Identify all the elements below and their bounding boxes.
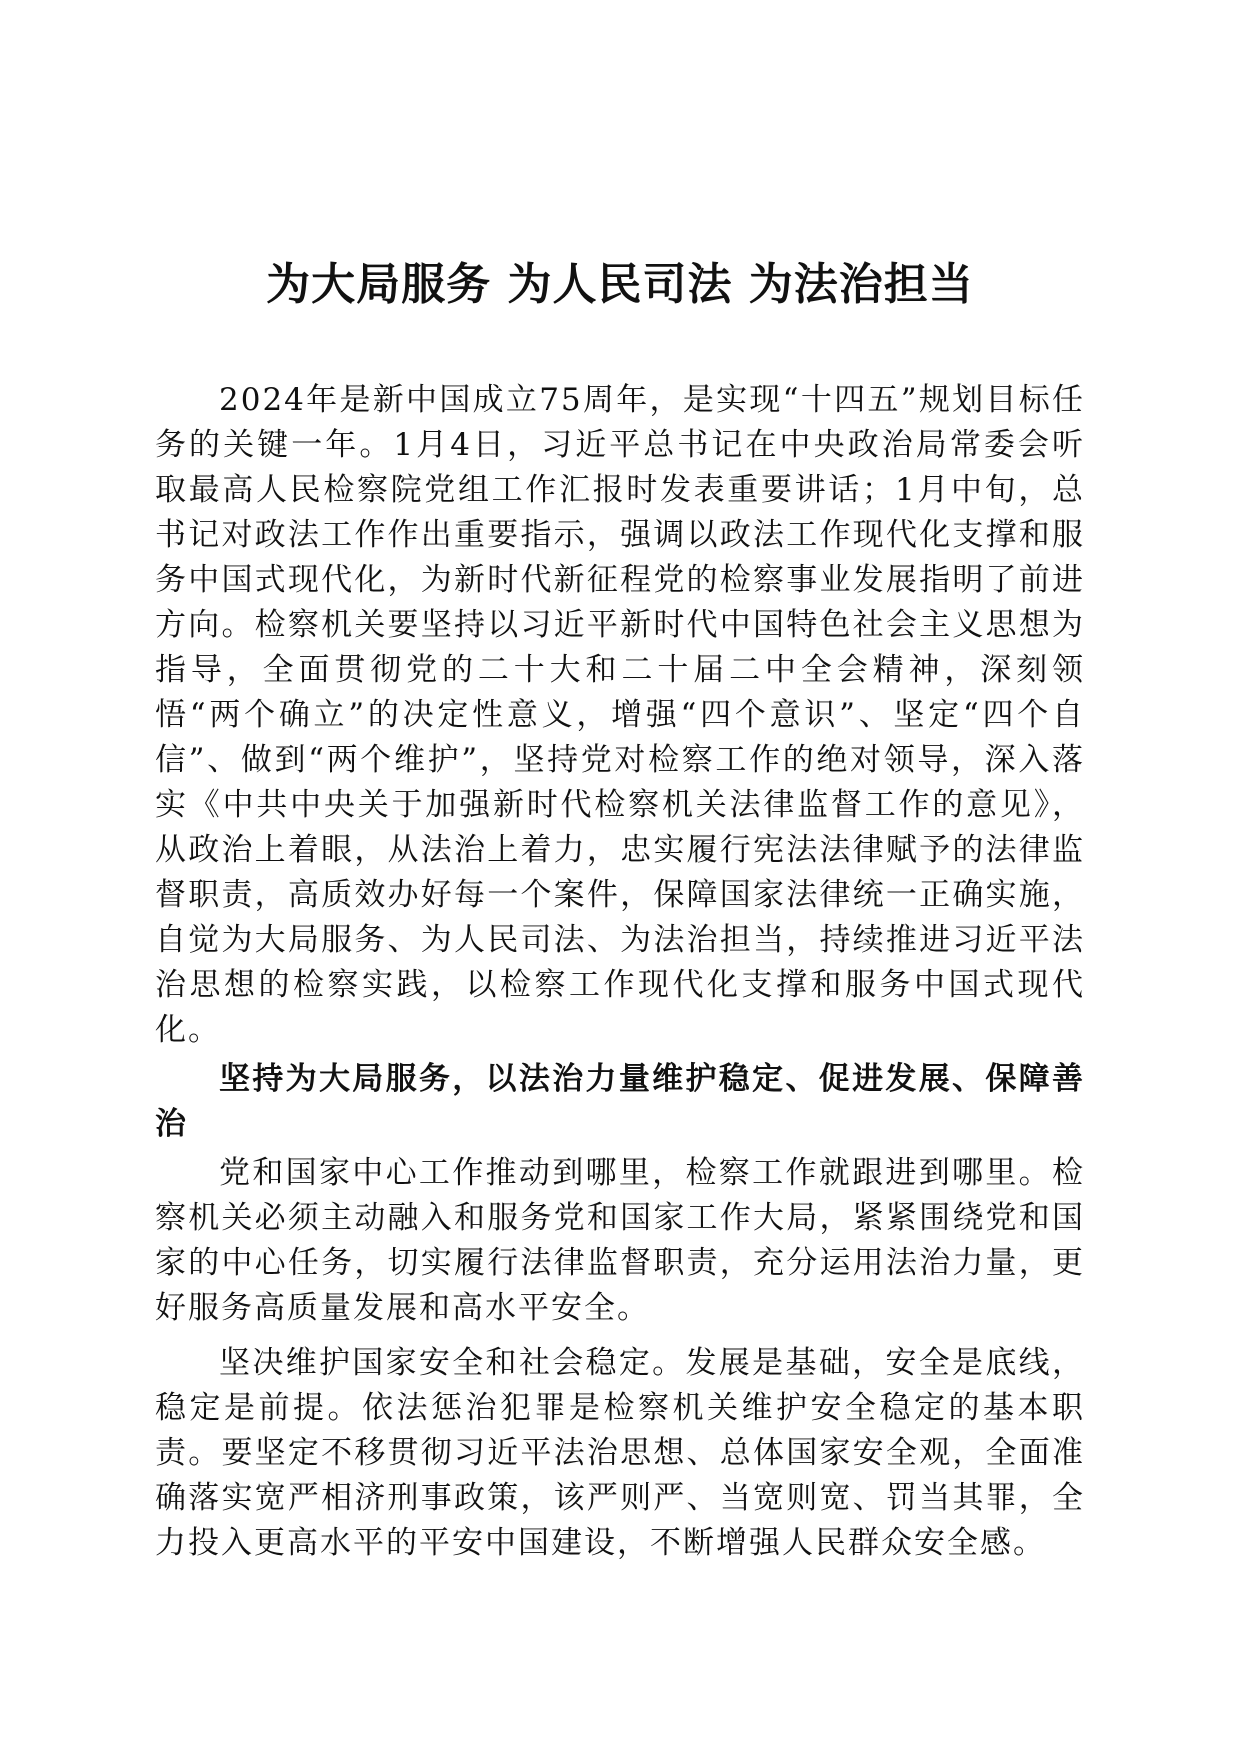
body-paragraph: 党和国家中心工作推动到哪里，检察工作就跟进到哪里。检察机关必须主动融入和服务党和国家工作大局，紧紧围绕党和国家的中心任务，切实履行法律监督职责，充分运用法治力量，更好服务高质量发展和高水平安全。: [155, 1155, 1085, 1326]
article-body: [155, 378, 1085, 1566]
page-title: 为大局服务 为人民司法 为法治担当: [266, 259, 974, 310]
body-paragraph: 坚决维护国家安全和社会稳定。发展是基础，安全是底线，稳定是前提。依法惩治犯罪是检察机关维护安全稳定的基本职责。要坚定不移贯彻习近平法治思想、总体国家安全观，全面准确落实宽严相济刑事政策，该严则严、当宽则宽、罚当其罪，全力投入更高水平的平安中国建设，不断增强人民群众安全感。: [155, 1345, 1085, 1561]
intro-paragraph: 2024年是新中国成立75周年，是实现“十四五”规划目标任务的关键一年。1月4日，习近平总书记在中央政治局常委会听取最高人民检察院党组工作汇报时发表重要讲话；1月中旬，总书记对政法工作作出重要指示，强调以政法工作现代化支撑和服务中国式现代化，为新时代新征程党的检察事业发展指明了前进方向。检察机关要坚持以习近平新时代中国特色社会主义思想为指导，全面贯彻党的二十大和二十届二中全会精神，深刻领悟“两个确立”的决定性意义，增强“四个意识”、坚定“四个自信”、做到“两个维护”，坚持党对检察工作的绝对领导，深入落实《中共中央关于加强新时代检察机关法律监督工作的意见》，从政治上着眼，从法治上着力，忠实履行宪法法律赋予的法律监督职责，高质效办好每一个案件，保障国家法律统一正确实施，自觉为大局服务、为人民司法、为法治担当，持续推进习近平法治思想的检察实践，以检察工作现代化支撑和服务中国式现代化。: [155, 382, 1085, 1048]
section-heading: 坚持为大局服务，以法治力量维护稳定、促进发展、保障善治: [155, 1061, 1085, 1142]
